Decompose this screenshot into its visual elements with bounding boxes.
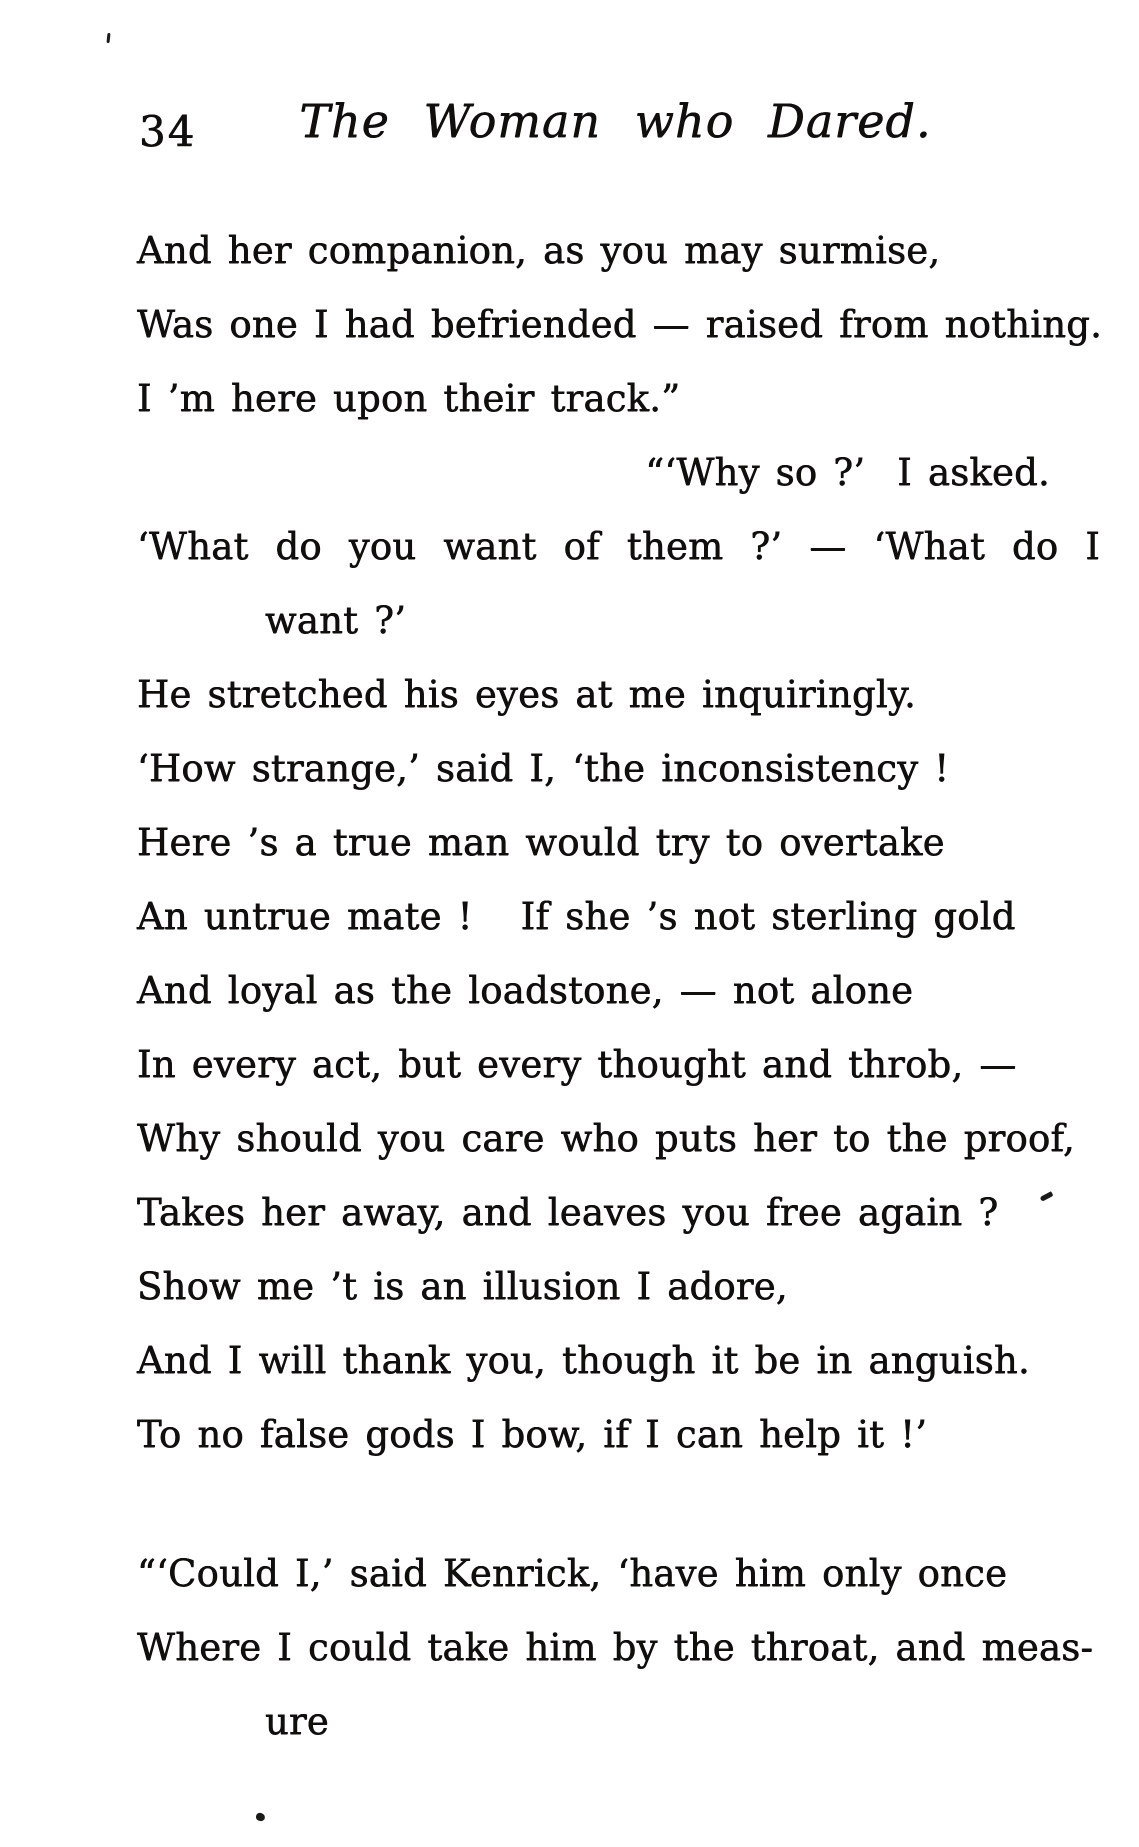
poem-line: Why should you care who puts her to the proof, xyxy=(137,1117,1075,1160)
poem-line: Show me ’t is an illusion I adore, xyxy=(137,1265,788,1308)
poem-line: want ?’ xyxy=(265,599,407,642)
scan-speck-top xyxy=(106,33,110,43)
scan-speck-bottom xyxy=(255,1812,266,1822)
poem-line: Here ’s a true man would try to overtake xyxy=(137,821,945,864)
page-header xyxy=(137,94,1050,168)
running-title: The Woman who Dared. xyxy=(299,94,932,148)
poem-line: And I will thank you, though it be in anguish. xyxy=(137,1339,1030,1382)
poem-line: Where I could take him by the throat, and meas- xyxy=(137,1626,1094,1669)
poem-line: In every act, but every thought and throb, — xyxy=(137,1043,1017,1086)
poem-line: Was one I had befriended — raised from nothing. xyxy=(137,303,1103,346)
poem-line: An untrue mate ! If she ’s not sterling gold xyxy=(137,895,1016,938)
poem-text-block xyxy=(137,214,1103,1759)
poem-line: “‘Why so ?’ I asked. xyxy=(645,451,1050,494)
poem-line: I ’m here upon their track.” xyxy=(137,377,681,420)
folio-page-number: 34 xyxy=(139,107,197,156)
poem-line: And her companion, as you may surmise, xyxy=(137,229,941,272)
poem-line: ‘How strange,’ said I, ‘the inconsistency ! xyxy=(137,747,950,790)
poem-line: ure xyxy=(265,1700,330,1743)
poem-line: ‘What do you want of them ?’ — ‘What do I xyxy=(137,525,1101,568)
poem-line: “‘Could I,’ said Kenrick, ‘have him only once xyxy=(137,1552,1008,1595)
poem-line: He stretched his eyes at me inquiringly. xyxy=(137,673,917,716)
poem-line: And loyal as the loadstone, — not alone xyxy=(137,969,914,1012)
poem-line: Takes her away, and leaves you free again ? xyxy=(137,1191,999,1234)
poem-line: To no false gods I bow, if I can help it !’ xyxy=(137,1413,928,1456)
